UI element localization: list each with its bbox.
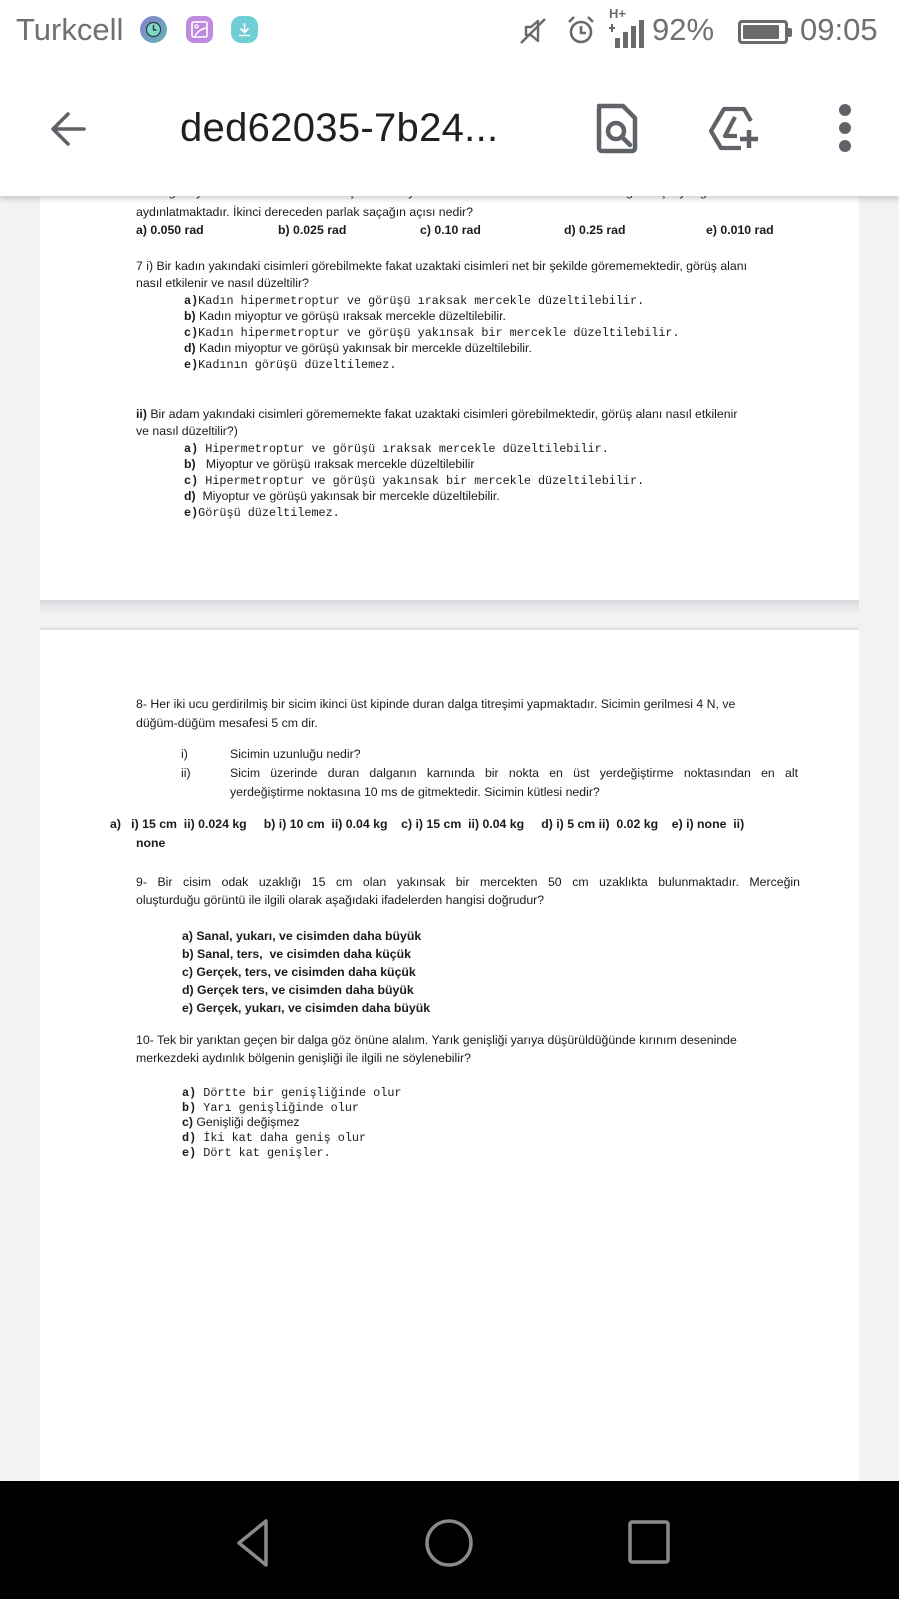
option-text: Dörtte bir genişliğinde olur: [196, 1086, 402, 1100]
document-viewer[interactable]: [0, 196, 899, 1481]
option-text: Görüşü düzeltilemez.: [198, 506, 340, 520]
option-label: c): [182, 1115, 193, 1129]
option-text: Kadın hipermetroptur ve görüşü yakınsak bir mercekle düzeltilebilir.: [198, 326, 680, 340]
option-text: Hipermetroptur ve görüşü yakınsak bir mercekle düzeltilebilir.: [198, 474, 645, 488]
nav-recents-button[interactable]: [620, 1513, 680, 1573]
gallery-notification-icon: [186, 16, 213, 43]
q10-option: [182, 1114, 401, 1129]
q8-sub-i-text: Sicimin uzunluğu nedir?: [230, 747, 361, 761]
document-page: [40, 156, 859, 600]
option-label: a): [184, 294, 199, 308]
q8-options: a) i) 15 cm ii) 0.024 kg b) i) 10 cm ii) 0.04 kg c) i) 15 cm ii) 0.04 kg d) i) 5 cm ii) 0.02 kg e) i) none ii): [110, 817, 745, 831]
option-text: Kadının görüşü düzeltilemez.: [198, 358, 397, 372]
question-7ii-text-2: ve nasıl düzeltilir?): [136, 424, 238, 438]
document-title: ded62035-7b24...: [180, 106, 499, 150]
carrier-name: Turkcell: [16, 12, 124, 47]
more-options-button[interactable]: [817, 100, 873, 156]
q7i-option: [184, 339, 680, 355]
nav-home-button[interactable]: [419, 1513, 479, 1573]
question-7i-text-2: nasıl etkilenir ve nasıl düzeltilir?: [136, 276, 309, 290]
drive-add-icon: [707, 100, 763, 156]
page-separator: [40, 600, 859, 630]
document-search-icon: [592, 100, 648, 156]
option-text: Dört kat genişler.: [196, 1146, 331, 1160]
triangle-back-icon: [222, 1513, 282, 1573]
option-text: Kadın miyoptur ve görüşü yakınsak bir mercekle düzeltilebilir.: [195, 341, 532, 355]
mute-icon: [518, 16, 548, 46]
option-label: d): [184, 341, 196, 355]
q8-sub-i-num: i): [181, 747, 188, 761]
question-10-text-2: merkezdeki aydınlık bölgenin genişliği ile ilgili ne söylenebilir?: [136, 1051, 471, 1065]
option-text: Miyoptur ve görüşü yakınsak bir mercekle düzeltilebilir.: [195, 489, 500, 503]
option-label: e): [184, 358, 199, 372]
question-8-text-2: düğüm-düğüm mesafesi 5 cm dir.: [136, 716, 318, 730]
option-label: b): [184, 457, 196, 471]
q6-option-e: e) 0.010 rad: [706, 223, 774, 237]
battery-icon: [738, 20, 788, 44]
back-button[interactable]: [44, 104, 94, 154]
q9-option: e) Gerçek, yukarı, ve cisimden daha büyük: [182, 1001, 431, 1015]
option-label: d): [182, 1131, 197, 1145]
option-label: c): [184, 474, 199, 488]
arrow-left-icon: [44, 104, 94, 154]
q10-options: [182, 1084, 401, 1159]
alarm-icon: [565, 14, 597, 46]
q9-option: d) Gerçek ters, ve cisimden daha büyük: [182, 983, 414, 997]
q9-option: c) Gerçek, ters, ve cisimden daha küçük: [182, 965, 416, 979]
question-7ii-text: ii) Bir adam yakındaki cisimleri görememekte fakat uzaktaki cisimleri görebilmektedir, görüş alanı nasıl etkilenir: [136, 407, 738, 421]
q10-option: [182, 1099, 401, 1114]
question-6-text: aydınlatmaktadır. İkinci dereceden parlak saçağın açısı nedir?: [136, 205, 473, 219]
q10-option: [182, 1144, 401, 1159]
option-text: Kadın miyoptur ve görüşü ıraksak mercekle düzeltilebilir.: [195, 309, 506, 323]
question-10-text: 10- Tek bir yarıktan geçen bir dalga göz önüne alalım. Yarık genişliği yarıya düşürüldüğünde kırınım deseninde: [136, 1033, 737, 1047]
option-label: c): [184, 326, 199, 340]
q9-options: [182, 927, 430, 1017]
option-label: b): [182, 1101, 197, 1115]
q9-option: b) Sanal, ters, ve cisimden daha küçük: [182, 947, 411, 961]
q7i-option: [184, 291, 680, 307]
option-text: Genişliği değişmez: [192, 1115, 300, 1129]
option-label: a): [184, 442, 199, 456]
q8-sub-ii-num: ii): [181, 766, 191, 780]
option-label: e): [182, 1146, 197, 1160]
q7ii-option: [184, 455, 644, 471]
q8-options-cont: none: [136, 836, 166, 850]
q7ii-option: [184, 471, 644, 487]
q7i-option: [184, 307, 680, 323]
option-text: Kadın hipermetroptur ve görüşü ıraksak mercekle düzeltilebilir.: [198, 294, 645, 308]
q8-sub-ii-text-2: yerdeğiştirme noktasına 10 ms de gitmektedir. Sicimin kütlesi nedir?: [230, 785, 600, 799]
download-notification-icon: [231, 16, 258, 43]
option-label: b): [184, 309, 196, 323]
option-text: Hipermetroptur ve görüşü ıraksak mercekle düzeltilebilir.: [198, 442, 609, 456]
q6-option-d: d) 0.25 rad: [564, 223, 626, 237]
add-to-drive-button[interactable]: [707, 100, 763, 156]
q7ii-option: [184, 503, 644, 519]
q7i-option: [184, 323, 680, 339]
q7ii-option: [184, 439, 644, 455]
option-label: e): [184, 506, 199, 520]
nav-back-button[interactable]: [222, 1513, 282, 1573]
option-label: d): [184, 489, 196, 503]
document-page: [40, 630, 859, 1490]
option-text: İki kat daha geniş olur: [196, 1131, 367, 1145]
q7i-option: [184, 355, 680, 371]
clock-time: 09:05: [800, 12, 878, 47]
circle-home-icon: [419, 1513, 479, 1573]
q10-option: [182, 1084, 401, 1099]
battery-level-fill: [743, 25, 779, 39]
q6-option-c: c) 0.10 rad: [420, 223, 481, 237]
q9-option: a) Sanal, yukarı, ve cisimden daha büyük: [182, 929, 422, 943]
q7ii-option: [184, 487, 644, 503]
square-recents-icon: [620, 1513, 680, 1573]
clock-app-notification-icon: [140, 16, 167, 43]
question-9-text-2: oluşturduğu görüntü ile ilgili olarak aşağıdaki ifadelerden hangisi doğrudur?: [136, 893, 545, 907]
app-bar: [0, 62, 899, 196]
more-vert-icon: [817, 100, 873, 156]
question-8-text: 8- Her iki ucu gerdirilmiş bir sicim ikinci üst kipinde duran dalga titreşimi yapmaktadır. Sicimin gerilmesi 4 N, ve: [136, 697, 736, 711]
question-9-text: 9- Bir cisim odak uzaklığı 15 cm olan yakınsak bir mercekten 50 cm uzaklıkta bulunmaktadır. Merceğin: [136, 875, 800, 889]
option-text: Miyoptur ve görüşü ıraksak mercekle düzeltilebilir: [195, 457, 475, 471]
signal-icon: H+: [607, 6, 647, 50]
q6-option-a: a) 0.050 rad: [136, 223, 204, 237]
find-in-document-button[interactable]: [592, 100, 648, 156]
option-label: a): [182, 1086, 197, 1100]
option-text: Yarı genişliğinde olur: [196, 1101, 359, 1115]
q10-option: [182, 1129, 401, 1144]
navigation-bar: [0, 1481, 899, 1599]
q7ii-options: [184, 439, 644, 519]
status-bar: [0, 0, 899, 62]
battery-percentage: 92%: [652, 12, 715, 47]
q7i-options: [184, 291, 680, 371]
q8-sub-ii-text: Sicim üzerinde duran dalganın karnında bir nokta en üst yerdeğiştirme noktasından en alt: [230, 766, 798, 780]
question-7i-text: 7 i) Bir kadın yakındaki cisimleri görebilmekte fakat uzaktaki cisimleri net bir şekilde görememektedir, görüş alanı: [136, 259, 747, 273]
q6-option-b: b) 0.025 rad: [278, 223, 347, 237]
